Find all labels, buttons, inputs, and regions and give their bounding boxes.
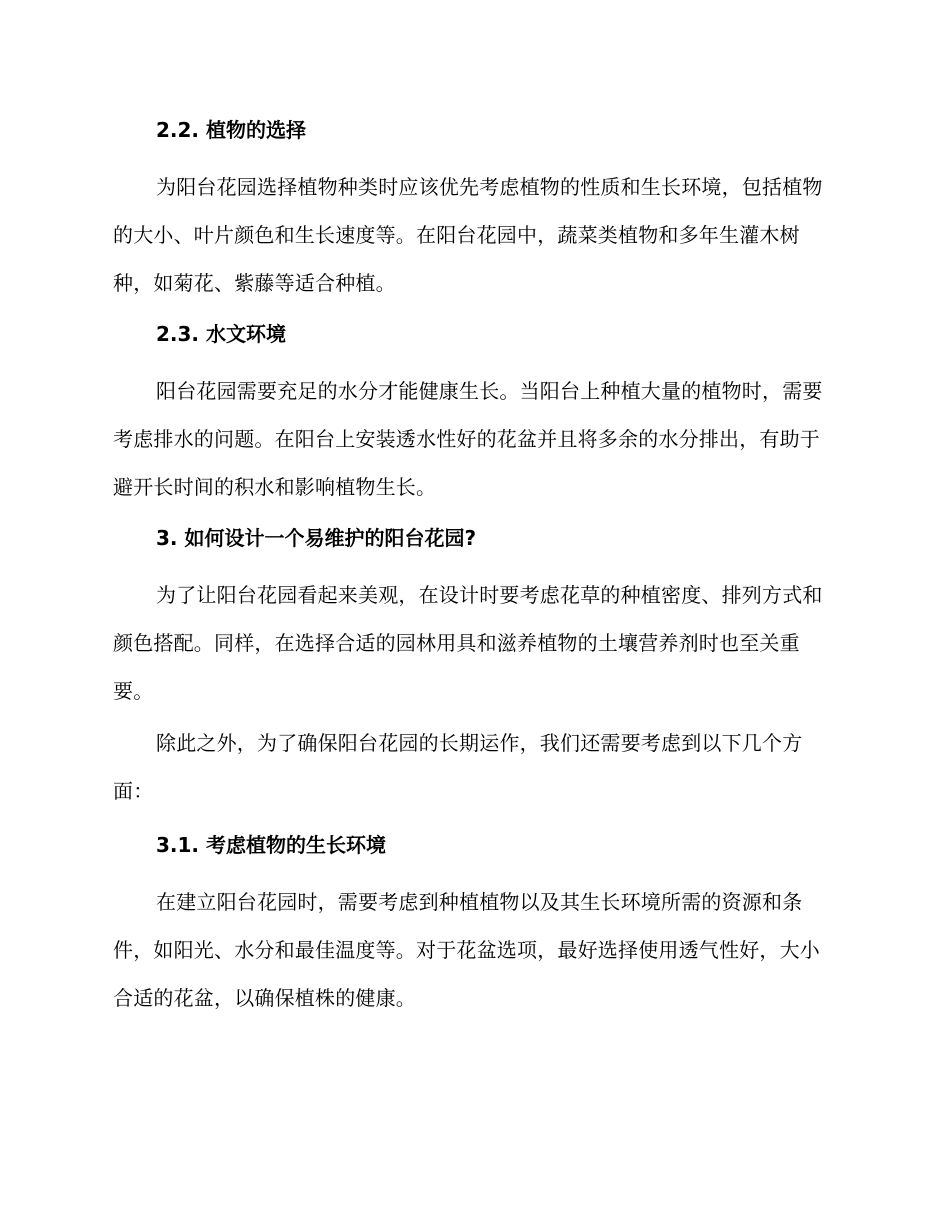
section-heading: 2.2. 植物的选择 [156,118,306,142]
section-paragraph: 为了让阳台花园看起来美观，在设计时要考虑花草的种植密度、排列方式和颜色搭配。同样，在选择合适的园林用具和滋养植物的土壤营养剂时也至关重要。 [113,583,823,703]
section-paragraph: 在建立阳台花园时，需要考虑到种植植物以及其生长环境所需的资源和条件，如阳光、水分和最佳温度等。对于花盆选项，最好选择使用透气性好，大小合适的花盆，以确保植株的健康。 [113,890,820,1010]
section-heading: 3. 如何设计一个易维护的阳台花园? [156,526,477,550]
section-heading: 2.3. 水文环境 [156,322,286,346]
section-paragraph: 为阳台花园选择植物种类时应该优先考虑植物的性质和生长环境，包括植物的大小、叶片颜色和生长速度等。在阳台花园中，蔬菜类植物和多年生灌木树种，如菊花、紫藤等适合种植。 [113,175,823,295]
section-heading: 3.1. 考虑植物的生长环境 [156,833,386,857]
section-paragraph: 除此之外，为了确保阳台花园的长期运作，我们还需要考虑到以下几个方面： [113,731,803,803]
section-paragraph: 阳台花园需要充足的水分才能健康生长。当阳台上种植大量的植物时，需要考虑排水的问题。在阳台上安装透水性好的花盆并且将多余的水分排出，有助于避开长时间的积水和影响植物生长。 [113,379,823,499]
